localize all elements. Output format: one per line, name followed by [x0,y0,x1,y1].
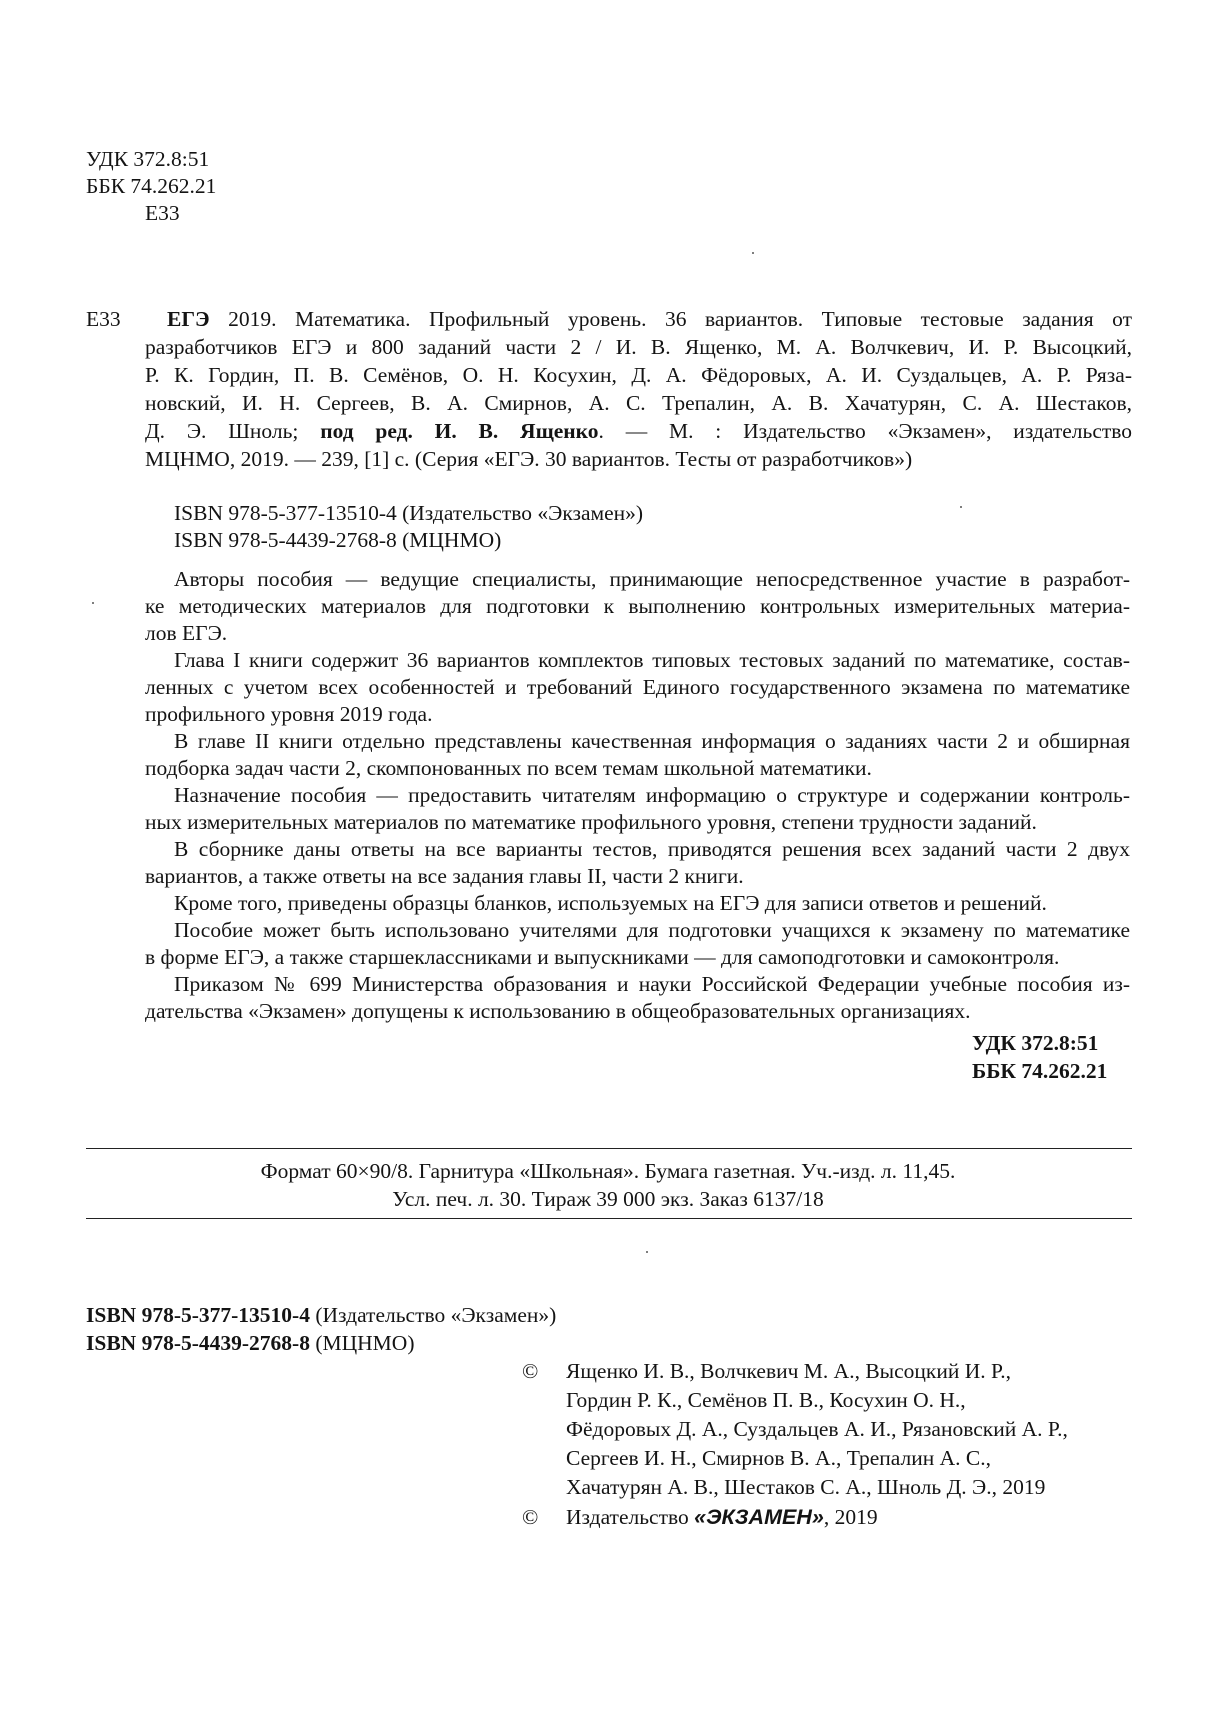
copyright-authors-l4: Сергеев И. Н., Смирнов В. А., Трепалин А. С., [566,1446,992,1470]
bib-line-2: разработчиков ЕГЭ и 800 заданий части 2 / И. В. Ященко, М. А. Волчкевич, И. Р. Высоцкий, [145,335,1132,359]
copyright-symbol-publisher: © [522,1505,539,1529]
annotation-p8-l1: Приказом № 699 Министерства образования и науки Российской Федерации учебные пособия из- [174,972,1130,996]
bib-line-5-end: . — М. : Издательство «Экзамен», издательство [598,419,1133,443]
imprint-line-2: Усл. печ. л. 30. Тираж 39 000 экз. Заказ 6137/18 [392,1187,824,1211]
copyright-authors-l3: Фёдоровых Д. А., Суздальцев А. И., Рязановский А. Р., [566,1417,1068,1441]
bib-mark: Е33 [86,307,121,331]
copyright-symbol-authors: © [522,1359,539,1383]
scan-speck [92,602,94,604]
isbn-line-1: ISBN 978-5-377-13510-4 (Издательство «Экзамен») [174,501,644,525]
annotation-p2-l3: профильного уровня 2019 года. [145,702,433,726]
author-mark: Е33 [145,201,180,225]
copyright-authors-l1: Ященко И. В., Волчкевич М. А., Высоцкий И. Р., [566,1359,1012,1383]
annotation-p3-l1: В главе II книги отдельно представлены качественная информация о заданиях части 2 и обширная [174,729,1130,753]
bib-editor: под ред. И. В. Ященко [320,419,599,443]
final-isbn-1: ISBN 978-5-377-13510-4 [86,1303,310,1327]
bib-title-bold: ЕГЭ [167,307,210,331]
final-isbn-line-2 [86,1330,414,1358]
scan-speck [960,506,962,508]
annotation-p2-l1: Глава I книги содержит 36 вариантов комплектов типовых тестовых заданий по математике, состав- [174,648,1130,672]
annotation-p8-l2: дательства «Экзамен» допущены к использованию в общеобразовательных организациях. [145,999,971,1023]
scan-speck [646,1251,648,1253]
imprint-line-1: Формат 60×90/8. Гарнитура «Школьная». Бумага газетная. Уч.-изд. л. 11,45. [260,1159,956,1183]
final-isbn-line-1 [86,1302,556,1330]
scan-speck [752,252,754,254]
bbk-code: ББК 74.262.21 [86,174,217,198]
annotation-p7-l1: Пособие может быть использовано учителями для подготовки учащихся к экзамену по математике [174,918,1130,942]
annotation-p3-l2: подборка задач части 2, скомпонованных по всем темам школьной математики. [145,756,872,780]
udk-code: УДК 372.8:51 [86,147,210,171]
udk-code-bold: УДК 372.8:51 [972,1031,1099,1055]
imprint-top-rule [86,1148,1132,1149]
annotation-p4-l1: Назначение пособия — предоставить читателям информацию о структуре и содержании контроль- [174,783,1130,807]
final-isbn-2: ISBN 978-5-4439-2768-8 [86,1331,310,1355]
copyright-authors-l5: Хачатурян А. В., Шестаков С. А., Шноль Д. Э., 2019 [566,1475,1046,1499]
annotation-p1-l1: Авторы пособия — ведущие специалисты, принимающие непосредственное участие в разработ- [174,567,1130,591]
bib-title-rest: 2019. Математика. Профильный уровень. 36 вариантов. Типовые тестовые задания от [209,307,1132,331]
bib-line-1 [167,306,1132,334]
annotation-p4-l2: ных измерительных материалов по математике профильного уровня, степени трудности заданий. [145,810,1037,834]
bib-line-4: новский, И. Н. Сергеев, В. А. Смирнов, А. С. Трепалин, А. В. Хачатурян, С. А. Шестаков, [145,391,1132,415]
imprint-bottom-rule [86,1218,1132,1219]
publisher-brand-logo: «ЭКЗАМЕН» [694,1505,824,1529]
annotation-p6-l1: Кроме того, приведены образцы бланков, используемых на ЕГЭ для записи ответов и решений. [174,891,1047,915]
annotation-p5-l2: вариантов, а также ответы на все задания главы II, части 2 книги. [145,864,744,888]
annotation-p2-l2: ленных с учетом всех особенностей и требований Единого государственного экзамена по математике [145,675,1130,699]
bib-line-5 [145,418,1132,446]
bib-line-3: Р. К. Гордин, П. В. Семёнов, О. Н. Косухин, Д. А. Фёдоровых, А. И. Суздальцев, А. Р. Ряза- [145,363,1132,387]
annotation-p1-l3: лов ЕГЭ. [145,621,228,645]
annotation-p7-l2: в форме ЕГЭ, а также старшеклассниками и выпускниками — для самоподготовки и самоконтроля. [145,945,1060,969]
annotation-p5-l1: В сборнике даны ответы на все варианты тестов, приводятся решения всех заданий части 2 двух [174,837,1130,861]
isbn-line-2: ISBN 978-5-4439-2768-8 (МЦНМО) [174,528,502,552]
annotation-p1-l2: ке методических материалов для подготовки к выполнению контрольных измерительных материа- [145,594,1130,618]
copyright-authors-l2: Гордин Р. К., Семёнов П. В., Косухин О. Н., [566,1388,966,1412]
bbk-code-bold: ББК 74.262.21 [972,1059,1108,1083]
publisher-prefix: Издательство [566,1505,695,1529]
final-isbn-1-publisher: (Издательство «Экзамен») [309,1303,557,1327]
bib-line-6: МЦНМО, 2019. — 239, [1] с. (Серия «ЕГЭ. 30 вариантов. Тесты от разработчиков») [145,447,913,471]
copyright-publisher [566,1504,878,1532]
final-isbn-2-publisher: (МЦНМО) [309,1331,415,1355]
bib-line-5-start: Д. Э. Шноль; [145,419,321,443]
publisher-year: , 2019 [823,1505,878,1529]
